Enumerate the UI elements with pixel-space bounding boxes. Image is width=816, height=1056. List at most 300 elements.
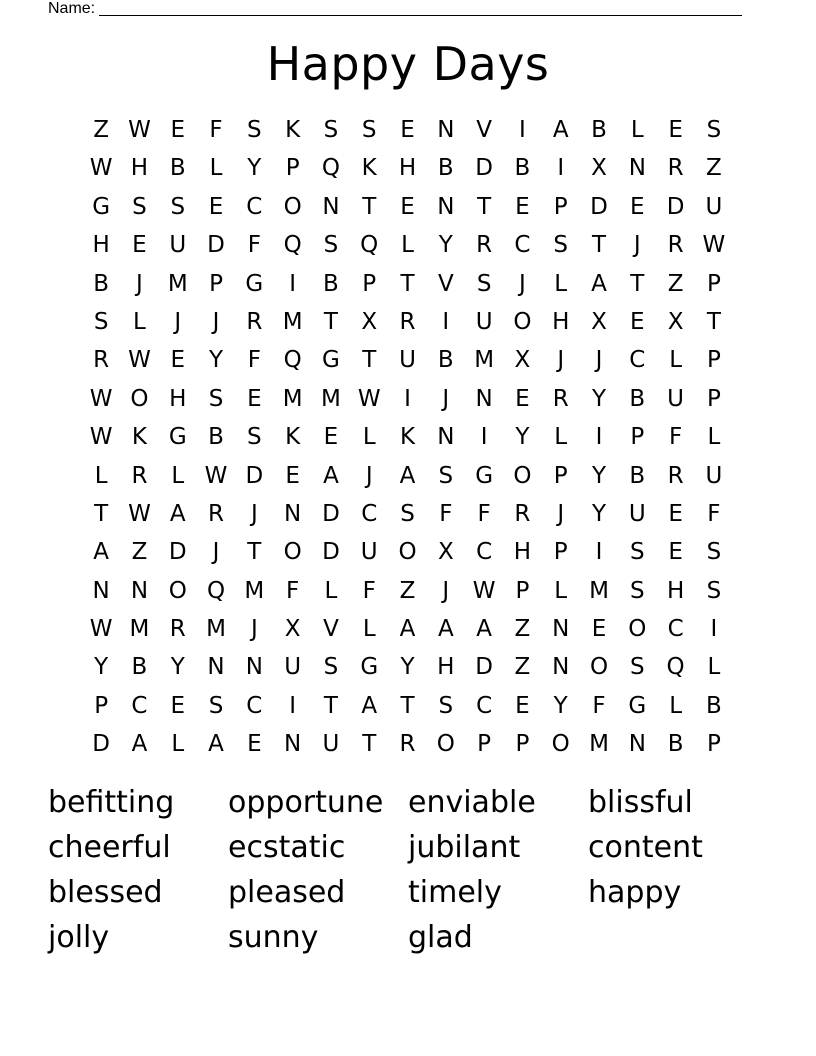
grid-letter: E <box>400 117 415 143</box>
grid-letter: A <box>93 539 110 566</box>
grid-row <box>82 687 733 725</box>
grid-letter: Z <box>93 117 110 143</box>
grid-letter: D <box>666 193 685 220</box>
grid-letter: A <box>437 616 454 643</box>
grid-letter: L <box>669 692 683 719</box>
grid-letter: F <box>286 577 300 604</box>
grid-letter: P <box>553 462 568 489</box>
grid-letter: B <box>437 155 454 182</box>
grid-letter: S <box>630 654 645 681</box>
grid-letter: Z <box>514 654 531 681</box>
word-bank-item: pleased <box>228 875 346 910</box>
grid-letter: C <box>667 616 684 643</box>
grid-letter: G <box>245 270 264 297</box>
grid-letter: S <box>706 117 722 143</box>
grid-letter: X <box>591 308 607 335</box>
grid-letter: C <box>131 692 148 719</box>
grid-letter: O <box>130 385 149 412</box>
grid-letter: A <box>208 731 224 758</box>
grid-row <box>82 111 733 149</box>
grid-letter: I <box>442 308 450 335</box>
grid-letter: O <box>589 654 609 681</box>
grid-letter: H <box>398 155 417 182</box>
grid-letter: S <box>630 539 645 566</box>
grid-row <box>82 149 733 187</box>
grid-letter: W <box>128 500 151 527</box>
grid-letter: H <box>130 155 149 182</box>
grid-letter: M <box>589 731 609 758</box>
grid-letter: O <box>513 462 532 489</box>
grid-letter: U <box>399 347 416 374</box>
grid-letter: E <box>132 232 147 259</box>
grid-letter: Z <box>667 270 684 297</box>
grid-letter: P <box>706 270 721 297</box>
grid-letter: W <box>89 616 113 643</box>
grid-letter: R <box>667 155 684 182</box>
grid-letter: H <box>552 308 570 335</box>
grid-letter: W <box>89 385 113 412</box>
grid-letter: B <box>667 731 684 758</box>
grid-letter: Y <box>553 692 568 719</box>
grid-letter: P <box>515 731 530 758</box>
grid-letter: U <box>284 654 302 681</box>
grid-letter: G <box>322 347 340 374</box>
name-row <box>48 0 742 18</box>
grid-letter: R <box>208 500 225 527</box>
grid-letter: P <box>630 424 645 451</box>
grid-letter: Y <box>247 155 262 182</box>
grid-letter: S <box>400 500 415 527</box>
grid-letter: R <box>514 500 531 527</box>
grid-letter: E <box>630 308 645 335</box>
grid-letter: D <box>322 500 340 527</box>
grid-letter: T <box>323 692 338 719</box>
grid-letter: J <box>442 385 450 412</box>
word-bank-item: enviable <box>408 785 536 820</box>
grid-letter: S <box>323 654 339 681</box>
grid-letter: W <box>204 462 228 489</box>
grid-letter: R <box>399 731 416 758</box>
word-bank-item: jolly <box>48 920 110 955</box>
grid-letter: B <box>323 270 339 297</box>
grid-letter: V <box>476 117 492 143</box>
grid-letter: F <box>362 577 376 604</box>
grid-letter: O <box>398 539 417 566</box>
word-bank-item: glad <box>408 920 473 955</box>
grid-letter: L <box>707 654 721 681</box>
grid-letter: H <box>169 385 187 412</box>
grid-letter: I <box>289 692 297 719</box>
grid-letter: B <box>514 155 531 182</box>
grid-letter: S <box>208 692 224 719</box>
name-underline <box>99 0 742 16</box>
grid-letter: E <box>170 347 186 374</box>
grid-letter: I <box>480 424 488 451</box>
grid-letter: M <box>321 385 341 412</box>
grid-letter: L <box>324 577 338 604</box>
grid-letter: R <box>131 462 148 489</box>
grid-letter: X <box>591 155 607 182</box>
name-label: Name: <box>48 0 96 17</box>
grid-letter: P <box>553 193 568 220</box>
grid-letter: S <box>553 232 569 259</box>
grid-letter: N <box>284 500 302 527</box>
grid-letter: S <box>438 692 454 719</box>
grid-letter: C <box>246 193 263 220</box>
grid-letter: J <box>595 347 603 374</box>
grid-letter: G <box>92 193 111 220</box>
grid-letter: L <box>401 232 414 259</box>
grid-letter: A <box>399 616 416 643</box>
grid-letter: P <box>94 692 109 719</box>
grid-letter: P <box>285 155 300 182</box>
grid-letter: B <box>629 385 646 412</box>
grid-row <box>82 495 733 533</box>
grid-letter: Q <box>283 232 302 259</box>
grid-letter: R <box>246 308 263 335</box>
grid-letter: L <box>669 347 683 374</box>
grid-letter: Y <box>591 385 607 412</box>
grid-letter: E <box>630 193 645 220</box>
grid-letter: N <box>437 193 455 220</box>
grid-letter: S <box>93 308 109 335</box>
grid-letter: N <box>437 424 455 451</box>
grid-letter: J <box>212 308 220 335</box>
grid-letter: J <box>557 347 565 374</box>
grid-letter: L <box>362 424 376 451</box>
grid-letter: Y <box>400 654 415 681</box>
grid-letter: G <box>475 462 494 489</box>
grid-letter: N <box>322 193 340 220</box>
letter-grid <box>82 111 733 764</box>
grid-letter: E <box>170 117 186 143</box>
grid-letter: D <box>590 193 608 220</box>
grid-letter: H <box>92 232 110 259</box>
grid-letter: G <box>628 692 647 719</box>
grid-letter: X <box>361 308 378 335</box>
grid-letter: A <box>552 117 569 143</box>
grid-letter: I <box>404 385 411 412</box>
grid-letter: R <box>476 232 493 259</box>
grid-letter: L <box>362 616 376 643</box>
grid-letter: L <box>171 731 185 758</box>
grid-letter: T <box>247 539 262 566</box>
grid-letter: Y <box>515 424 530 451</box>
grid-letter: U <box>322 731 340 758</box>
grid-letter: T <box>400 270 415 297</box>
grid-letter: B <box>131 654 148 681</box>
grid-letter: Y <box>209 347 224 374</box>
word-bank-item: sunny <box>228 920 319 955</box>
grid-letter: T <box>706 308 721 335</box>
grid-letter: K <box>399 424 416 451</box>
grid-letter: Q <box>321 155 340 182</box>
grid-letter: W <box>128 117 151 143</box>
grid-letter: Z <box>514 616 531 643</box>
grid-letter: C <box>514 232 531 259</box>
grid-letter: M <box>589 577 609 604</box>
grid-letter: N <box>437 117 455 143</box>
grid-letter: A <box>323 462 339 489</box>
grid-letter: Y <box>170 654 185 681</box>
grid-letter: J <box>136 270 143 297</box>
grid-row <box>82 303 733 341</box>
grid-letter: E <box>323 424 339 451</box>
grid-row <box>82 380 733 418</box>
grid-letter: A <box>476 616 492 643</box>
word-bank-item: cheerful <box>48 830 171 865</box>
grid-letter: E <box>591 616 607 643</box>
grid-letter: A <box>399 462 416 489</box>
grid-letter: P <box>477 731 492 758</box>
grid-letter: F <box>247 347 261 374</box>
grid-letter: G <box>168 424 187 451</box>
word-bank-item: jubilant <box>408 830 521 865</box>
grid-letter: Z <box>131 539 148 566</box>
grid-letter: N <box>130 577 149 604</box>
grid-letter: I <box>289 270 297 297</box>
grid-letter: I <box>710 616 718 643</box>
grid-letter: E <box>668 117 683 143</box>
grid-row <box>82 188 733 226</box>
grid-letter: B <box>591 117 607 143</box>
grid-letter: F <box>209 117 223 143</box>
grid-letter: Q <box>360 232 379 259</box>
grid-letter: E <box>515 193 530 220</box>
grid-letter: Q <box>283 347 302 374</box>
grid-letter: I <box>557 155 565 182</box>
grid-letter: G <box>360 654 379 681</box>
grid-letter: O <box>513 308 532 335</box>
grid-letter: R <box>667 462 684 489</box>
grid-letter: E <box>515 692 530 719</box>
grid-letter: B <box>93 270 110 297</box>
grid-letter: U <box>667 385 685 412</box>
grid-letter: C <box>629 347 646 374</box>
grid-letter: W <box>128 347 151 374</box>
grid-letter: L <box>554 577 568 604</box>
grid-letter: I <box>519 117 526 143</box>
grid-letter: O <box>628 616 647 643</box>
grid-letter: F <box>439 500 453 527</box>
grid-row <box>82 457 733 495</box>
grid-letter: L <box>133 308 146 335</box>
grid-letter: S <box>630 577 645 604</box>
grid-letter: J <box>212 539 220 566</box>
word-bank-item: timely <box>408 875 502 910</box>
grid-letter: J <box>365 462 373 489</box>
grid-letter: L <box>209 155 223 182</box>
grid-letter: P <box>706 731 721 758</box>
grid-letter: J <box>442 577 450 604</box>
grid-letter: T <box>630 270 645 297</box>
grid-letter: J <box>250 500 258 527</box>
grid-letter: N <box>628 155 646 182</box>
grid-letter: I <box>595 424 603 451</box>
grid-letter: E <box>247 385 262 412</box>
grid-letter: T <box>362 347 377 374</box>
grid-letter: S <box>208 385 224 412</box>
word-bank-item: content <box>588 830 703 865</box>
grid-letter: X <box>514 347 531 374</box>
grid-letter: T <box>400 692 415 719</box>
grid-letter: T <box>362 193 377 220</box>
grid-letter: D <box>475 155 493 182</box>
grid-letter: S <box>132 193 147 220</box>
grid-letter: T <box>591 232 607 259</box>
grid-letter: M <box>282 385 303 412</box>
grid-letter: N <box>284 731 302 758</box>
word-bank-item: ecstatic <box>228 830 346 865</box>
grid-letter: U <box>169 232 187 259</box>
grid-letter: J <box>174 308 182 335</box>
puzzle-title: Happy Days <box>266 37 550 91</box>
grid-letter: H <box>666 577 685 604</box>
grid-letter: M <box>167 270 188 297</box>
grid-row <box>82 572 733 610</box>
grid-letter: K <box>131 424 147 451</box>
grid-letter: Q <box>666 654 685 681</box>
grid-letter: A <box>131 731 148 758</box>
word-bank-item: opportune <box>228 785 384 820</box>
grid-letter: X <box>284 616 301 643</box>
grid-letter: B <box>208 424 224 451</box>
grid-letter: E <box>668 500 683 527</box>
grid-letter: Y <box>591 462 607 489</box>
grid-letter: F <box>247 232 261 259</box>
grid-letter: D <box>322 539 340 566</box>
grid-letter: N <box>552 654 570 681</box>
grid-letter: T <box>477 193 492 220</box>
grid-letter: T <box>362 731 377 758</box>
grid-letter: S <box>323 117 339 143</box>
grid-letter: B <box>629 462 646 489</box>
grid-letter: N <box>207 654 225 681</box>
grid-letter: R <box>399 308 416 335</box>
grid-letter: E <box>170 692 186 719</box>
grid-letter: W <box>89 424 113 451</box>
grid-letter: R <box>667 232 684 259</box>
grid-letter: O <box>551 731 570 758</box>
grid-letter: Y <box>438 232 453 259</box>
grid-letter: M <box>474 347 495 374</box>
grid-letter: O <box>168 577 187 604</box>
grid-letter: E <box>515 385 530 412</box>
grid-letter: M <box>282 308 303 335</box>
grid-letter: S <box>706 539 722 566</box>
grid-letter: P <box>362 270 377 297</box>
grid-row <box>82 648 733 686</box>
grid-letter: S <box>170 193 186 220</box>
grid-letter: K <box>285 424 301 451</box>
grid-letter: D <box>92 731 110 758</box>
grid-letter: L <box>554 424 568 451</box>
grid-letter: E <box>208 193 224 220</box>
grid-letter: W <box>89 155 113 182</box>
grid-row <box>82 418 733 456</box>
grid-letter: S <box>476 270 492 297</box>
grid-letter: E <box>400 193 415 220</box>
grid-letter: W <box>357 385 381 412</box>
grid-letter: K <box>361 155 377 182</box>
grid-row <box>82 265 733 303</box>
grid-letter: N <box>92 577 110 604</box>
grid-letter: D <box>475 654 493 681</box>
grid-letter: Y <box>94 654 109 681</box>
grid-letter: T <box>323 308 338 335</box>
grid-letter: S <box>323 232 339 259</box>
grid-letter: J <box>250 616 258 643</box>
grid-letter: P <box>706 347 721 374</box>
grid-letter: I <box>595 539 603 566</box>
grid-letter: E <box>668 539 683 566</box>
grid-letter: B <box>169 155 186 182</box>
grid-letter: S <box>361 117 377 143</box>
grid-letter: A <box>591 270 607 297</box>
grid-letter: N <box>475 385 493 412</box>
grid-letter: X <box>437 539 454 566</box>
grid-letter: P <box>515 577 530 604</box>
grid-letter: L <box>554 270 568 297</box>
grid-letter: D <box>168 539 187 566</box>
grid-letter: N <box>552 616 570 643</box>
word-bank-item: blessed <box>48 875 163 910</box>
grid-letter: S <box>247 117 262 143</box>
grid-letter: Q <box>206 577 226 604</box>
grid-letter: C <box>246 692 263 719</box>
grid-letter: S <box>706 577 722 604</box>
grid-row <box>82 725 733 763</box>
grid-letter: L <box>94 462 108 489</box>
word-bank <box>48 780 768 960</box>
grid-row <box>82 533 733 571</box>
grid-letter: U <box>705 193 723 220</box>
grid-letter: F <box>668 424 683 451</box>
grid-letter: T <box>94 500 109 527</box>
grid-letter: L <box>707 424 721 451</box>
grid-letter: Z <box>399 577 416 604</box>
grid-letter: B <box>706 692 722 719</box>
grid-letter: U <box>475 308 493 335</box>
grid-letter: O <box>436 731 455 758</box>
word-bank-item: blissful <box>588 785 693 820</box>
grid-letter: J <box>519 270 526 297</box>
grid-letter: R <box>93 347 110 374</box>
grid-letter: V <box>323 616 339 643</box>
grid-letter: M <box>244 577 265 604</box>
grid-letter: P <box>706 385 721 412</box>
grid-letter: U <box>628 500 646 527</box>
grid-letter: D <box>245 462 264 489</box>
grid-letter: P <box>553 539 568 566</box>
grid-letter: A <box>169 500 186 527</box>
grid-row <box>82 341 733 379</box>
grid-letter: E <box>247 731 262 758</box>
grid-letter: P <box>209 270 223 297</box>
grid-letter: W <box>472 577 496 604</box>
word-bank-item: befitting <box>48 785 175 820</box>
grid-letter: N <box>628 731 646 758</box>
grid-letter: J <box>557 500 565 527</box>
grid-letter: F <box>477 500 491 527</box>
grid-letter: L <box>171 462 185 489</box>
grid-letter: C <box>361 500 378 527</box>
grid-letter: B <box>437 347 454 374</box>
grid-letter: O <box>283 539 302 566</box>
word-bank-item: happy <box>588 875 682 910</box>
grid-letter: F <box>707 500 721 527</box>
grid-letter: S <box>438 462 454 489</box>
